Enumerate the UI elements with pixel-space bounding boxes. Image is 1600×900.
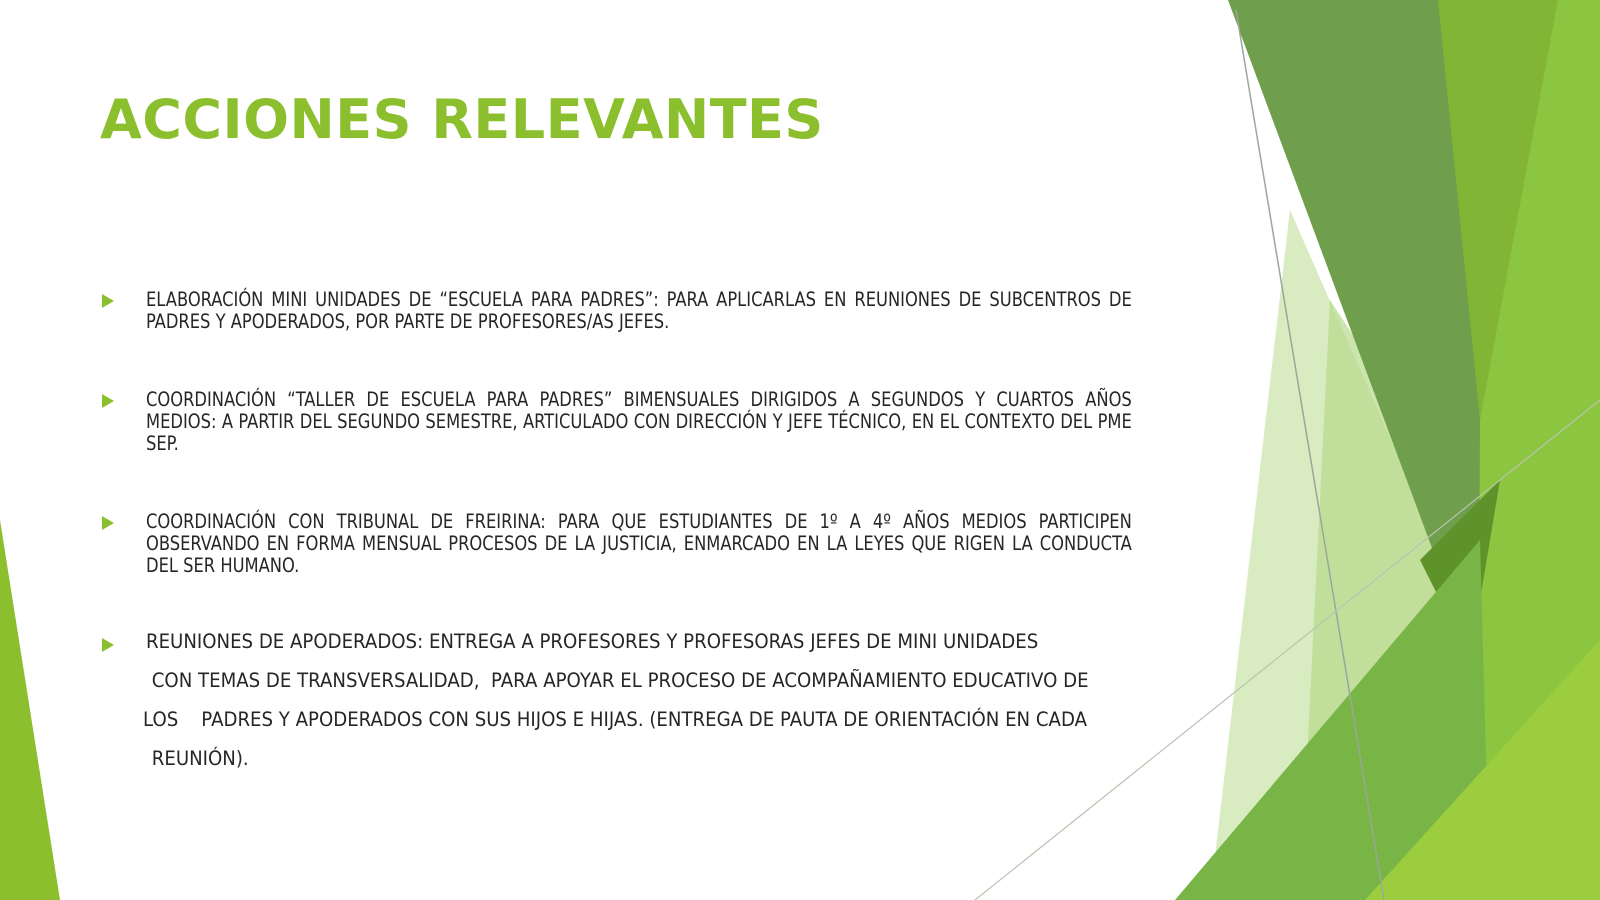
- bullet-text-4-line-2: CON TEMAS DE TRANSVERSALIDAD, PARA APOYAR EL PROCESO DE ACOMPAÑAMIENTO EDUCATIVO DE: [146, 669, 1089, 692]
- bullet-arrow-icon: [102, 294, 114, 308]
- bullet-text-4-line-4: REUNIÓN).: [146, 747, 249, 770]
- bullet-text-4-line-3: LOS PADRES Y APODERADOS CON SUS HIJOS E HIJAS. (ENTREGA DE PAUTA DE ORIENTACIÓN EN CADA: [143, 708, 1088, 731]
- left-accent-shape: [0, 520, 60, 900]
- bullet-text-4-line-1: REUNIONES DE APODERADOS: ENTREGA A PROFESORES Y PROFESORAS JEFES DE MINI UNIDADES: [146, 630, 1039, 653]
- bullet-text-2: COORDINACIÓN “TALLER DE ESCUELA PARA PADRES” BIMENSUALES DIRIGIDOS A SEGUNDOS Y CUARTOS AÑOS MEDIOS: A PARTIR DEL SEGUNDO SEMESTRE, ARTICULADO CON DIRECCIÓN Y JEFE TÉCNICO, EN EL CONTEXTO DEL PME SEP.: [146, 388, 1132, 455]
- bullet-text-1: ELABORACIÓN MINI UNIDADES DE “ESCUELA PARA PADRES”: PARA APLICARLAS EN REUNIONES DE SUBCENTROS DE PADRES Y APODERADOS, POR PARTE DE PROFESORES/AS JEFES.: [146, 288, 1132, 333]
- bullet-text-3: COORDINACIÓN CON TRIBUNAL DE FREIRINA: PARA QUE ESTUDIANTES DE 1º A 4º AÑOS MEDIOS PARTICIPEN OBSERVANDO EN FORMA MENSUAL PROCESOS DE LA JUSTICIA, ENMARCADO EN LA LEYES QUE RIGEN LA CONDUCTA DEL SER HUMANO.: [146, 510, 1132, 577]
- bullet-arrow-icon: [102, 394, 114, 408]
- bullet-arrow-icon: [102, 638, 114, 652]
- bullet-arrow-icon: [102, 516, 114, 530]
- slide-title: ACCIONES RELEVANTES: [100, 88, 824, 151]
